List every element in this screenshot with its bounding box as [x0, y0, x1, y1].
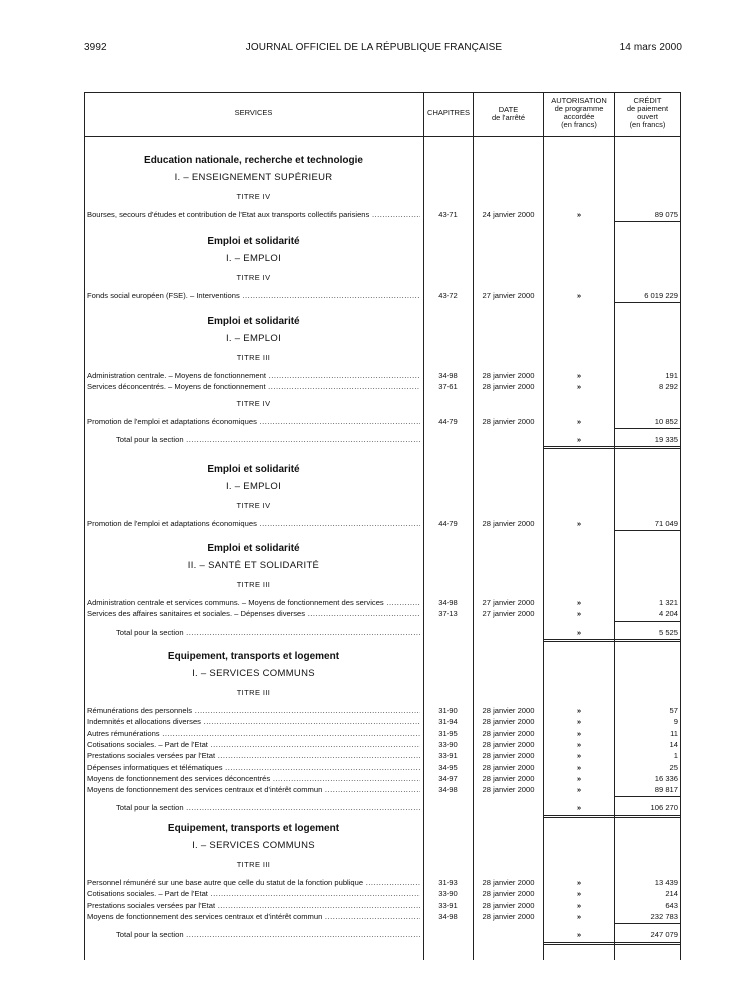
payment-credit: 9 [673, 717, 678, 727]
table-row [84, 370, 681, 381]
service-label: Services des affaires sanitaires et sociales. – Dépenses diverses ..... [87, 608, 420, 619]
table-row [84, 784, 681, 795]
program-authorization: » [576, 210, 582, 219]
table-row [84, 716, 681, 727]
section-rule [544, 942, 681, 943]
decree-date: 28 janvier 2000 [482, 706, 535, 715]
table-row [84, 773, 681, 784]
decree-date: 28 janvier 2000 [482, 785, 535, 795]
section-rule [544, 639, 681, 640]
section-rule [544, 817, 681, 818]
payment-credit: 1 321 [658, 598, 678, 607]
titre-heading: TITRE III [236, 688, 271, 697]
payment-credit: 14 [669, 739, 678, 749]
table-row [84, 416, 681, 427]
table-row [84, 888, 681, 899]
service-label: Indemnités et allocations diverses ..... [87, 716, 420, 727]
total-row [84, 434, 681, 445]
chapter-code: 43-71 [438, 210, 458, 219]
table-row [84, 750, 681, 761]
program-authorization: » [576, 382, 582, 392]
table-row [84, 518, 681, 529]
total-row [84, 929, 681, 940]
payment-credit: 25 [669, 762, 678, 772]
chapter-code: 31-94 [438, 717, 458, 727]
decree-date: 28 janvier 2000 [482, 382, 535, 392]
page-header [0, 0, 748, 60]
titre-heading: TITRE IV [236, 192, 271, 201]
payment-credit: 11 [670, 728, 678, 738]
service-label: Rémunérations des personnels ..... [87, 705, 420, 716]
total-label: Total pour la section ..... [116, 929, 420, 940]
chapter-code: 31-90 [438, 706, 458, 715]
chapter-heading: II. – SANTÉ ET SOLIDARITÉ [187, 560, 320, 571]
table-row [84, 728, 681, 739]
titre-heading: TITRE IV [236, 398, 271, 408]
ministry-heading: Emploi et solidarité [207, 543, 300, 554]
payment-credit: 191 [665, 371, 678, 380]
service-label: Moyens de fonctionnement des services centraux et d'intérêt commun ..... [87, 784, 420, 795]
total-credit: 5 525 [658, 627, 678, 637]
section-rule [544, 944, 681, 945]
service-label: Promotion de l'emploi et adaptations économiques ..... [87, 416, 420, 427]
total-label: Total pour la section ..... [116, 434, 420, 445]
chapter-heading: I. – EMPLOI [225, 481, 282, 492]
journal-title: JOURNAL OFFICIEL DE LA RÉPUBLIQUE FRANÇAISE [245, 42, 503, 53]
payment-credit: 4 204 [658, 609, 678, 619]
subtotal-rule [615, 530, 680, 531]
program-authorization: » [576, 751, 582, 761]
section-rule [544, 448, 681, 449]
chapter-code: 44-79 [438, 416, 458, 426]
service-label: Dépenses informatiques et télématiques ..... [87, 762, 420, 773]
ministry-heading: Emploi et solidarité [207, 464, 300, 475]
ministry-heading: Emploi et solidarité [207, 316, 300, 327]
program-authorization: » [576, 706, 582, 715]
decree-date: 28 janvier 2000 [482, 717, 535, 727]
issue-date: 14 mars 2000 [619, 42, 682, 53]
service-label: Promotion de l'emploi et adaptations économiques ..... [87, 518, 420, 529]
credits-table [84, 92, 681, 962]
table-top-rule [84, 92, 681, 93]
titre-heading: TITRE III [236, 860, 271, 869]
chapter-code: 44-79 [438, 519, 458, 528]
total-authorization: » [576, 803, 582, 813]
table-row [84, 762, 681, 773]
total-authorization: » [576, 434, 582, 444]
titre-heading: TITRE IV [236, 273, 271, 282]
chapter-code: 34-98 [438, 371, 458, 380]
subtotal-rule [615, 221, 680, 222]
chapter-code: 33-90 [438, 739, 458, 749]
decree-date: 27 janvier 2000 [482, 598, 535, 607]
decree-date: 28 janvier 2000 [482, 889, 535, 899]
payment-credit: 10 852 [654, 416, 678, 426]
decree-date: 28 janvier 2000 [482, 416, 535, 426]
service-label: Personnel rémunéré sur une base autre que celle du statut de la fonction publique ..... [87, 877, 420, 888]
table-row [84, 209, 681, 220]
service-label: Prestations sociales versées par l'Etat ..... [87, 750, 420, 761]
chapter-code: 34-97 [438, 773, 458, 783]
service-label: Cotisations sociales. – Part de l'Etat ..... [87, 739, 420, 750]
service-label: Bourses, secours d'études et contribution de l'Etat aux transports collectifs parisiens ..... [87, 209, 420, 220]
section-rule [544, 446, 681, 447]
section-rule [544, 815, 681, 816]
titre-heading: TITRE III [236, 353, 271, 362]
payment-credit: 8 292 [658, 382, 678, 392]
program-authorization: » [576, 519, 582, 528]
program-authorization: » [576, 598, 582, 607]
header-bottom-rule [84, 136, 681, 137]
payment-credit: 89 075 [654, 210, 678, 219]
chapter-code: 43-72 [438, 291, 458, 300]
program-authorization: » [576, 291, 582, 300]
payment-credit: 1 [673, 751, 678, 761]
chapter-code: 37-61 [438, 382, 458, 392]
payment-credit: 214 [665, 889, 678, 899]
payment-credit: 89 817 [654, 785, 678, 795]
program-authorization: » [576, 773, 582, 783]
chapter-heading: I. – ENSEIGNEMENT SUPÉRIEUR [174, 172, 333, 183]
col-header-date: DATE de l'arrêté [491, 105, 526, 122]
ministry-heading: Equipement, transports et logement [167, 651, 340, 662]
service-label: Services déconcentrés. – Moyens de fonctionnement ..... [87, 381, 420, 392]
table-row [84, 608, 681, 619]
ministry-heading: Emploi et solidarité [207, 236, 300, 247]
decree-date: 28 janvier 2000 [482, 900, 535, 910]
payment-credit: 13 439 [654, 878, 678, 887]
col-header-autorisation: AUTORISATION de programme accordée (en francs) [551, 96, 607, 129]
program-authorization: » [576, 371, 582, 380]
decree-date: 28 janvier 2000 [482, 519, 535, 528]
decree-date: 28 janvier 2000 [482, 911, 535, 921]
ministry-heading: Equipement, transports et logement [167, 823, 340, 834]
service-label: Autres rémunérations ..... [87, 728, 420, 739]
program-authorization: » [576, 785, 582, 795]
col-header-chapitres: CHAPITRES [427, 108, 470, 117]
payment-credit: 6 019 229 [644, 291, 678, 300]
total-credit: 247 079 [650, 930, 678, 940]
chapter-code: 34-98 [438, 598, 458, 607]
payment-credit: 643 [665, 900, 678, 910]
decree-date: 28 janvier 2000 [482, 728, 535, 738]
table-row [84, 597, 681, 608]
decree-date: 24 janvier 2000 [482, 210, 535, 219]
total-authorization: » [576, 627, 582, 637]
program-authorization: » [576, 739, 582, 749]
program-authorization: » [576, 878, 582, 887]
table-row [84, 877, 681, 888]
table-row [84, 911, 681, 922]
table-row [84, 381, 681, 392]
subtotal-rule [615, 428, 680, 429]
chapter-code: 31-95 [438, 728, 458, 738]
payment-credit: 232 783 [650, 911, 678, 921]
subtotal-rule [615, 796, 680, 797]
payment-credit: 57 [669, 706, 678, 715]
program-authorization: » [576, 609, 582, 619]
payment-credit: 71 049 [654, 519, 678, 528]
service-label: Fonds social européen (FSE). – Interventions ..... [87, 290, 420, 301]
service-label: Moyens de fonctionnement des services déconcentrés ..... [87, 773, 420, 784]
decree-date: 27 janvier 2000 [482, 291, 535, 300]
decree-date: 28 janvier 2000 [482, 371, 535, 380]
chapter-code: 31-93 [438, 878, 458, 887]
chapter-heading: I. – SERVICES COMMUNS [192, 840, 315, 851]
chapter-code: 33-90 [438, 889, 458, 899]
service-label: Cotisations sociales. – Part de l'Etat ..... [87, 888, 420, 899]
program-authorization: » [576, 911, 582, 921]
service-label: Administration centrale. – Moyens de fonctionnement ..... [87, 370, 420, 381]
decree-date: 27 janvier 2000 [482, 609, 535, 619]
subtotal-rule [615, 923, 680, 924]
section-rule [544, 641, 681, 642]
decree-date: 28 janvier 2000 [482, 739, 535, 749]
total-credit: 106 270 [650, 803, 678, 813]
page-number: 3992 [84, 42, 107, 53]
total-credit: 19 335 [654, 434, 678, 444]
program-authorization: » [576, 762, 582, 772]
col-header-services: SERVICES [234, 108, 273, 117]
decree-date: 28 janvier 2000 [482, 878, 535, 887]
program-authorization: » [576, 717, 582, 727]
subtotal-rule [615, 621, 680, 622]
col-header-credit: CRÉDIT de paiement ouvert (en francs) [626, 96, 669, 129]
program-authorization: » [576, 728, 582, 738]
chapter-code: 33-91 [438, 900, 458, 910]
program-authorization: » [576, 889, 582, 899]
chapter-heading: I. – EMPLOI [225, 333, 282, 344]
subtotal-rule [615, 302, 680, 303]
table-row [84, 739, 681, 750]
total-row [84, 627, 681, 638]
service-label: Administration centrale et services communs. – Moyens de fonctionnement des services ..... [87, 597, 420, 608]
decree-date: 28 janvier 2000 [482, 751, 535, 761]
payment-credit: 16 336 [654, 773, 678, 783]
titre-heading: TITRE III [236, 580, 271, 589]
service-label: Prestations sociales versées par l'Etat ..... [87, 900, 420, 911]
total-row [84, 802, 681, 813]
program-authorization: » [576, 900, 582, 910]
chapter-code: 37-13 [438, 609, 458, 619]
service-label: Moyens de fonctionnement des services centraux et d'intérêt commun ..... [87, 911, 420, 922]
table-row [84, 900, 681, 911]
table-row [84, 290, 681, 301]
decree-date: 28 janvier 2000 [482, 773, 535, 783]
total-label: Total pour la section ..... [116, 802, 420, 813]
chapter-code: 34-98 [438, 911, 458, 921]
chapter-code: 33-91 [438, 751, 458, 761]
chapter-heading: I. – SERVICES COMMUNS [192, 668, 315, 679]
chapter-code: 34-98 [438, 785, 458, 795]
chapter-heading: I. – EMPLOI [225, 253, 282, 264]
total-authorization: » [576, 930, 582, 940]
program-authorization: » [576, 416, 582, 426]
total-label: Total pour la section ..... [116, 627, 420, 638]
table-row [84, 705, 681, 716]
chapter-code: 34-95 [438, 762, 458, 772]
ministry-heading: Education nationale, recherche et technologie [144, 155, 363, 166]
titre-heading: TITRE IV [236, 501, 271, 510]
decree-date: 28 janvier 2000 [482, 762, 535, 772]
